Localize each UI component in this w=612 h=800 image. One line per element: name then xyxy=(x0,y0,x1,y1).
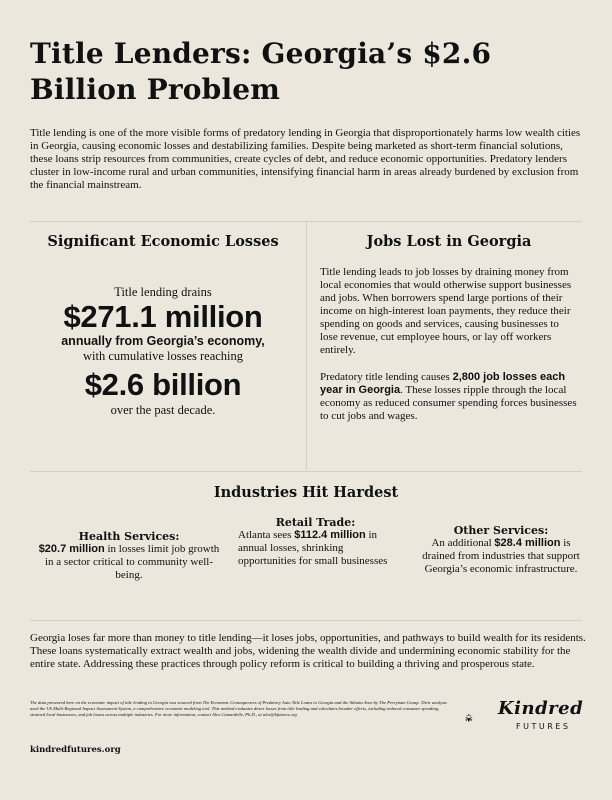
intro-paragraph: Title lending is one of the more visible forms of predatory lending in Georgia that disproportionately harms low wealth cities in Georgia, causing economic losses and destabilizing families. Despite being marketed as short-term financial solutions, these loans strip resources from communities, create cycles of debt, and reduce economic opportunities. Predatory lenders cluster in low-income rural and urban communities, intensifying financial harm in areas already burdened by exclusion from the financial mainstream. xyxy=(30,127,581,191)
column-divider xyxy=(306,221,307,470)
industries-heading: Industries Hit Hardest xyxy=(213,484,399,501)
bottom-divider xyxy=(30,620,582,621)
cumulative-text: with cumulative losses reaching xyxy=(82,349,244,363)
logo-subtitle: FUTURES xyxy=(516,722,571,731)
job-losses-figure: 2,800 job losses each year in Georgia xyxy=(320,371,566,396)
title-line-1: Title Lenders: Georgia’s $2.6 xyxy=(30,37,492,70)
industry-retail xyxy=(238,516,393,568)
jobs-lost-section xyxy=(320,232,578,423)
period-text: over the past decade. xyxy=(110,403,216,417)
logo-name: Kindred xyxy=(498,698,584,719)
economic-losses-heading: Significant Economic Losses xyxy=(47,233,279,250)
health-text: in losses limit job growth in a sector critical to community well-being. xyxy=(44,543,220,581)
jobs-lost-heading: Jobs Lost in Georgia xyxy=(366,233,532,250)
retail-text: in annual losses, shrinking opportunities for small businesses xyxy=(238,529,388,567)
source-note: The data presented here on the economic impact of title lending in Georgia was sourced from The Economic Consequences of Predatory Auto Title Loans to Georgia and the Atlanta Area by The Perryman Group. Their analysis used the US Multi-Regional Impact Assessment System, a comprehensive economic modeling tool. This method evaluates direct losses from title lending and calculates broader effects, including reduced consumer spending, strained local businesses, and job losses across multiple industries. For more information, contact Alex Camardelle, Ph.D., at alex@kfutures.org xyxy=(30,700,447,717)
annual-loss-amount: $271.1 million xyxy=(63,299,263,334)
other-text: is drained from industries that support Georgia’s economic infrastructure. xyxy=(422,537,580,575)
other-before: An additional xyxy=(431,537,495,549)
closing-paragraph: Georgia loses far more than money to title lending—it loses jobs, opportunities, and pathways to build wealth for its residents. These loans systematically extract wealth and jobs, widening the wealth divide and undermining economic stability for the entire state. Addressing these practices through policy reform is critical to building a thriving and prosperous state. xyxy=(30,632,586,670)
jobs-paragraph-1: Title lending leads to job losses by draining money from local economies that would otherwise support businesses and jobs. When borrowers spend large portions of their income on high-interest loan payments, they reduce their spending on goods and services, causing businesses to lose revenue, cut employee hours, or lay off workers entirely. xyxy=(320,266,572,356)
total-loss-amount: $2.6 billion xyxy=(84,367,242,402)
retail-before: Atlanta sees xyxy=(238,529,295,541)
annual-loss-text: annually from Georgia’s economy, xyxy=(61,334,265,348)
economic-losses-section xyxy=(30,232,296,418)
health-amount: $20.7 million xyxy=(38,543,105,555)
industry-other xyxy=(416,524,586,576)
kindred-flower-icon xyxy=(464,699,498,737)
industry-health xyxy=(34,530,224,582)
jobs-p2-after: . These losses ripple through the local economy as reduced consumer spending forces businesses to cut jobs and wages. xyxy=(320,384,577,422)
footer-url[interactable]: kindredfutures.org xyxy=(30,745,121,755)
jobs-p2-before: Predatory title lending causes xyxy=(320,371,453,383)
retail-title: Retail Trade: xyxy=(275,516,356,529)
health-title: Health Services: xyxy=(78,530,180,543)
drains-text: Title lending drains xyxy=(114,285,212,299)
other-amount: $28.4 million xyxy=(494,537,561,549)
other-title: Other Services: xyxy=(453,524,549,537)
middle-divider xyxy=(30,471,582,472)
retail-amount: $112.4 million xyxy=(294,529,366,541)
page-title xyxy=(30,36,590,108)
title-line-2: Billion Problem xyxy=(30,73,281,106)
jobs-paragraph-2 xyxy=(320,371,578,423)
